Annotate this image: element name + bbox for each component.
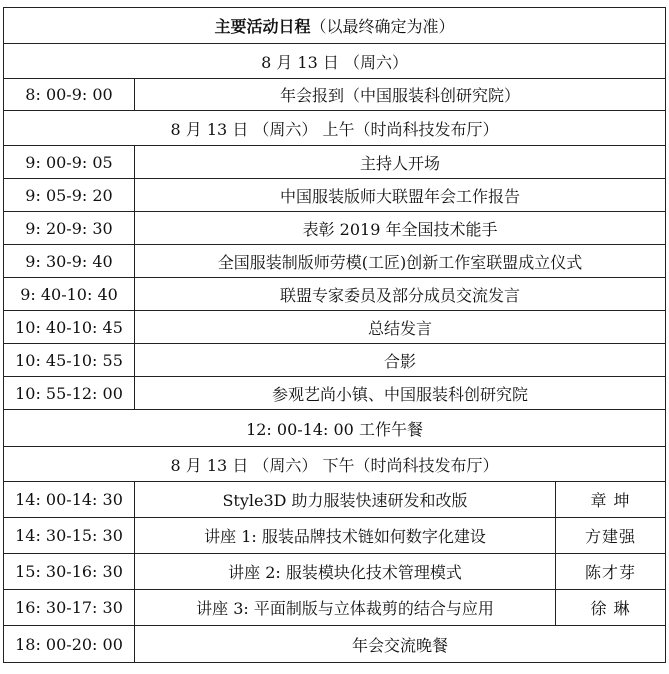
dinner-row	[4, 626, 666, 663]
afternoon-row	[4, 518, 666, 554]
session-time: 9: 40-10: 40	[4, 278, 135, 311]
session-event: 讲座 3: 平面制版与立体裁剪的结合与应用	[135, 590, 556, 626]
morning-header-row	[4, 111, 666, 146]
morning-row	[4, 278, 666, 311]
registration-row	[4, 79, 666, 111]
session-time: 10: 45-10: 55	[4, 344, 135, 377]
afternoon-row	[4, 554, 666, 590]
morning-row	[4, 344, 666, 377]
session-time: 14: 30-15: 30	[4, 518, 135, 554]
registration-event: 年会报到（中国服装科创研究院）	[135, 79, 666, 111]
afternoon-header: 8 月 13 日 （周六） 下午（时尚科技发布厅）	[4, 447, 666, 482]
session-event: 主持人开场	[135, 146, 666, 179]
session-time: 9: 30-9: 40	[4, 245, 135, 278]
morning-row	[4, 146, 666, 179]
afternoon-row	[4, 482, 666, 518]
dinner-time: 18: 00-20: 00	[4, 626, 135, 663]
session-speaker: 章 坤	[556, 482, 666, 518]
session-time: 10: 55-12: 00	[4, 377, 135, 410]
session-event: 参观艺尚小镇、中国服装科创研究院	[135, 377, 666, 410]
session-time: 15: 30-16: 30	[4, 554, 135, 590]
session-event: 中国服装版师大联盟年会工作报告	[135, 179, 666, 212]
session-event: 表彰 2019 年全国技术能手	[135, 212, 666, 245]
session-event: 合影	[135, 344, 666, 377]
date-header: 8 月 13 日 （周六）	[4, 44, 666, 79]
schedule-title	[4, 8, 666, 44]
morning-row	[4, 179, 666, 212]
morning-row	[4, 377, 666, 410]
lunch-break: 12: 00-14: 00 工作午餐	[4, 410, 666, 447]
session-event: 讲座 1: 服装品牌技术链如何数字化建设	[135, 518, 556, 554]
session-time: 14: 00-14: 30	[4, 482, 135, 518]
date-header-row	[4, 44, 666, 79]
morning-row	[4, 212, 666, 245]
session-event: 讲座 2: 服装模块化技术管理模式	[135, 554, 556, 590]
session-speaker: 徐 琳	[556, 590, 666, 626]
title-main: 主要活动日程	[214, 17, 311, 36]
afternoon-row	[4, 590, 666, 626]
session-time: 9: 05-9: 20	[4, 179, 135, 212]
session-speaker: 陈才芽	[556, 554, 666, 590]
session-speaker: 方建强	[556, 518, 666, 554]
session-event: 联盟专家委员及部分成员交流发言	[135, 278, 666, 311]
session-time: 9: 20-9: 30	[4, 212, 135, 245]
session-event: 全国服装制版师劳模(工匠)创新工作室联盟成立仪式	[135, 245, 666, 278]
morning-header: 8 月 13 日 （周六） 上午（时尚科技发布厅）	[4, 111, 666, 146]
session-event: 总结发言	[135, 311, 666, 344]
registration-time: 8: 00-9: 00	[4, 79, 135, 111]
title-row	[4, 8, 666, 44]
dinner-event: 年会交流晚餐	[135, 626, 666, 663]
afternoon-header-row	[4, 447, 666, 482]
title-note: （以最终确定为准）	[310, 17, 455, 36]
schedule-table	[3, 7, 666, 663]
morning-row	[4, 245, 666, 278]
session-event: Style3D 助力服装快速研发和改版	[135, 482, 556, 518]
session-time: 9: 00-9: 05	[4, 146, 135, 179]
lunch-row	[4, 410, 666, 447]
session-time: 10: 40-10: 45	[4, 311, 135, 344]
session-time: 16: 30-17: 30	[4, 590, 135, 626]
morning-row	[4, 311, 666, 344]
